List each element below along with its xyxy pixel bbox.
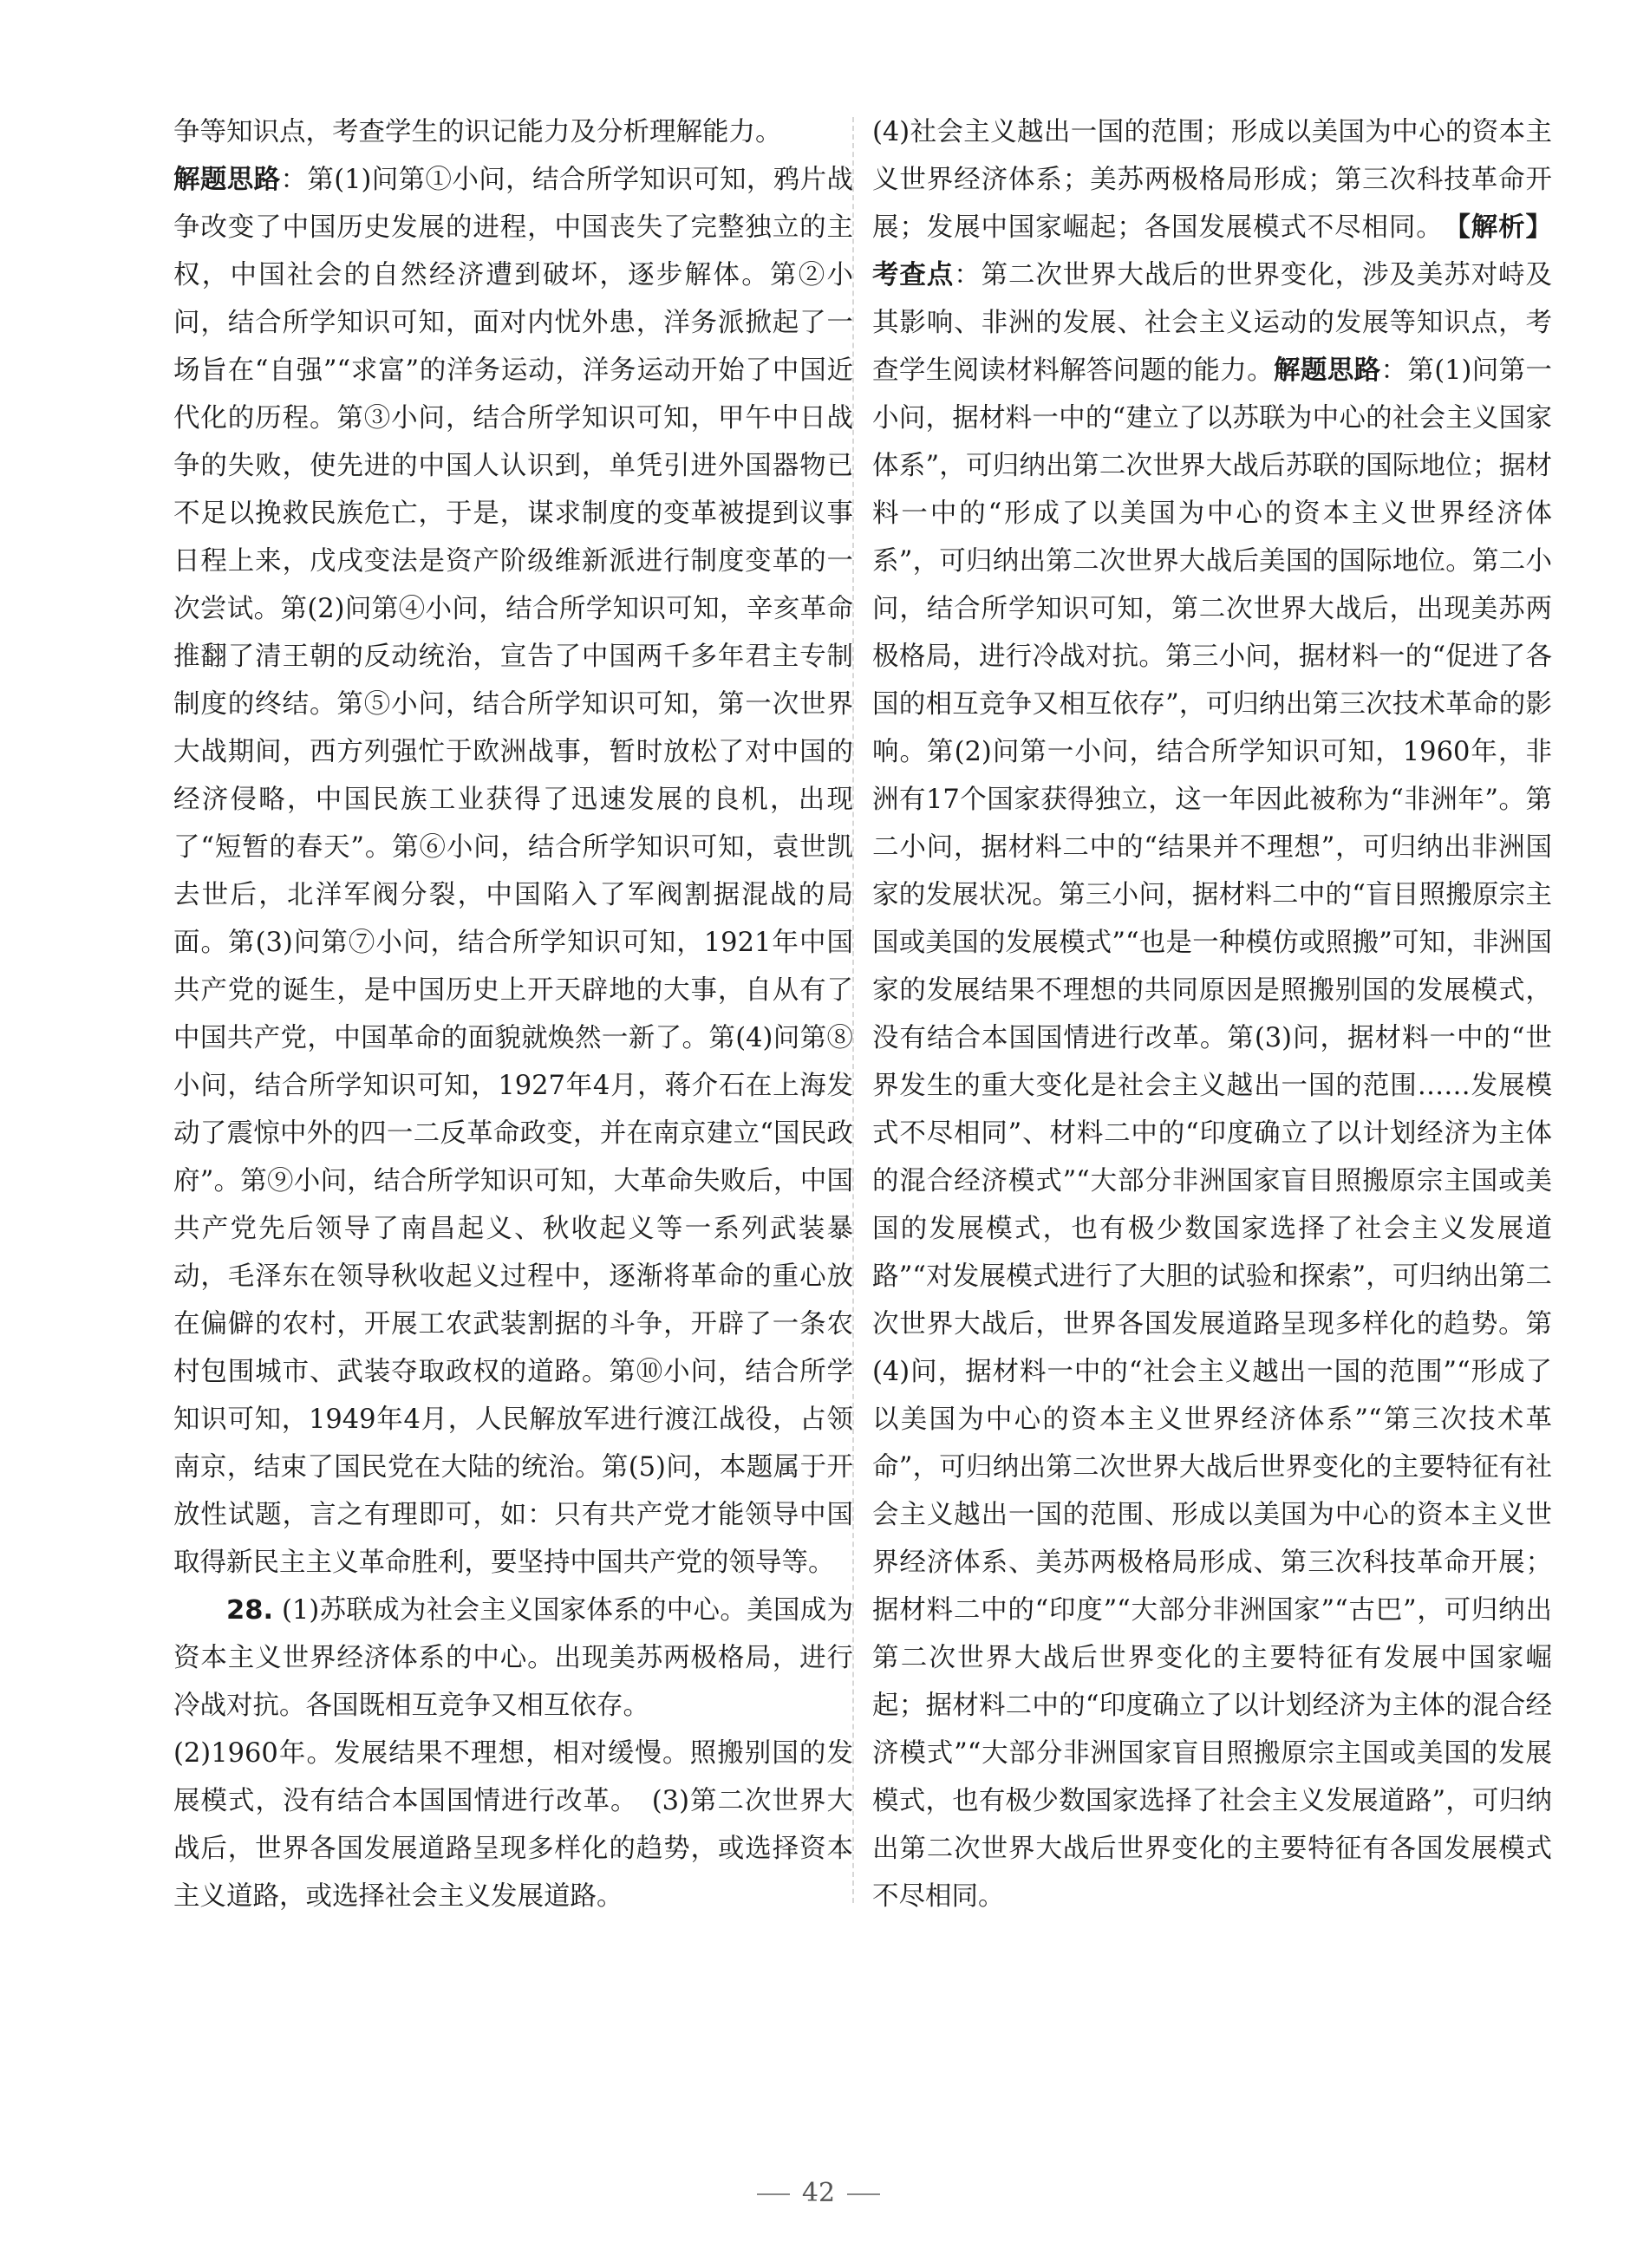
intro-line: 争等知识点，考查学生的识记能力及分析理解能力。 [173,117,782,147]
question-number: 28. [226,1595,274,1626]
right-column [872,108,1552,1920]
solution-approach-label: 解题思路 [1274,355,1381,386]
column-divider [852,117,854,1903]
q27-analysis: 解题思路：第(1)问第①小问，结合所学知识可知，鸦片战争改变了中国历史发展的进程，中国丧失了完整独立的主权，中国社会的自然经济遭到破坏，逐步解体。第②小问，结合所学知识可知，面对内忧外患，洋务派掀起了一场旨在“自强”“求富”的洋务运动，洋务运动开始了中国近代化的历程。第③小问，结合所学知识可知，甲午中日战争的失败，使先进的中国人认识到，单凭引进外国器物已不足以挽救民族危亡，于是，谋求制度的变革被提到议事日程上来，戊戌变法是资产阶级维新派进行制度变革的一次尝试。第(2)问第④小问，结合所学知识可知，辛亥革命推翻了清王朝的反动统治，宣告了中国两千多年君主专制制度的终结。第⑤小问，结合所学知识可知，第一次世界大战期间，西方列强忙于欧洲战事，暂时放松了对中国的经济侵略，中国民族工业获得了迅速发展的良机，出现了“短暂的春天”。第⑥小问，结合所学知识可知，袁世凯去世后，北洋军阀分裂，中国陷入了军阀割据混战的局面。第(3)问第⑦小问，结合所学知识可知，1921年中国共产党的诞生，是中国历史上开天辟地的大事，自从有了中国共产党，中国革命的面貌就焕然一新了。第(4)问第⑧小问，结合所学知识可知，1927年4月，蒋介石在上海发动了震惊中外的四一二反革命政变，并在南京建立“国民政府”。第⑨小问，结合所学知识可知，大革命失败后，中国共产党先后领导了南昌起义、秋收起义等一系列武装暴动，毛泽东在领导秋收起义过程中，逐渐将革命的重心放在偏僻的农村，开展工农武装割据的斗争，开辟了一条农村包围城市、武装夺取政权的道路。第⑩小问，结合所学知识可知，1949年4月，人民解放军进行渡江战役，占领南京，结束了国民党在大陆的统治。第(5)问，本题属于开放性试题，言之有理即可，如：只有共产党才能领导中国取得新民主主义革命胜利，要坚持中国共产党的领导等。 [173,165,854,1578]
q28-analysis: (4)社会主义越出一国的范围；形成以美国为中心的资本主义世界经济体系；美苏两极格局形成；第三次科技革命开展；发展中国家崛起；各国发展模式不尽相同。 【解析】考查点：第二次世界大战后的世界变化，涉及美苏对峙及其影响、非洲的发展、社会主义运动的发展等知识点，考查学生阅读材料解答问题的能力。解题思路：第(1)问第一小问，据材料一中的“建立了以苏联为中心的社会主义国家体系”，可归纳出第二次世界大战后苏联的国际地位；据材料一中的“形成了以美国为中心的资本主义世界经济体系”，可归纳出第二次世界大战后美国的国际地位。第二小问，结合所学知识可知，第二次世界大战后，出现美苏两极格局，进行冷战对抗。第三小问，据材料一的“促进了各国的相互竞争又相互依存”，可归纳出第三次技术革命的影响。第(2)问第一小问，结合所学知识可知，1960年，非洲有17个国家获得独立，这一年因此被称为“非洲年”。第二小问，据材料二中的“结果并不理想”，可归纳出非洲国家的发展状况。第三小问，据材料二中的“盲目照搬原宗主国或美国的发展模式”“也是一种模仿或照搬”可知，非洲国家的发展结果不理想的共同原因是照搬别国的发展模式，没有结合本国国情进行改革。第(3)问，据材料一中的“世界发生的重大变化是社会主义越出一国的范围……发展模式不尽相同”、材料二中的“印度确立了以计划经济为主体的混合经济模式”“大部分非洲国家盲目照搬原宗主国或美国的发展模式，也有极少数国家选择了社会主义发展道路”“对发展模式进行了大胆的试验和探索”，可归纳出第二次世界大战后，世界各国发展道路呈现多样化的趋势。第(4)问，据材料一中的“社会主义越出一国的范围”“形成了以美国为中心的资本主义世界经济体系”“第三次技术革命”，可归纳出第二次世界大战后世界变化的主要特征有社会主义越出一国的范围、形成以美国为中心的资本主义世界经济体系、美苏两极格局形成、第三次科技革命开展；据材料二中的“印度”“大部分非洲国家”“古巴”，可归纳出第二次世界大战后世界变化的主要特征有发展中国家崛起；据材料二中的“印度确立了以计划经济为主体的混合经济模式”“大部分非洲国家盲目照搬原宗主国或美国的发展模式，也有极少数国家选择了社会主义发展道路”，可归纳出第二次世界大战后世界变化的主要特征有各国发展模式不尽相同。 [872,117,1553,1912]
dash-right [847,2193,880,2195]
left-column [173,108,853,1920]
page-number: 42 [0,2178,1637,2208]
solution-approach-label: 解题思路 [173,165,281,195]
q28-answer-continued: (2)1960年。发展结果不理想，相对缓慢。照搬别国的发展模式，没有结合本国国情进行改革。 (3)第二次世界大战后，世界各国发展道路呈现多样化的趋势，或选择资本主义道路，或选择社会主义发展道路。 [173,1738,853,1912]
q28-answer: 28. (1)苏联成为社会主义国家体系的中心。美国成为资本主义世界经济体系的中心。出现美苏两极格局，进行冷战对抗。各国既相互竞争又相互依存。 [173,1595,853,1721]
analysis-label: 【解析】考查点 [872,212,1553,290]
dash-left [757,2193,790,2195]
